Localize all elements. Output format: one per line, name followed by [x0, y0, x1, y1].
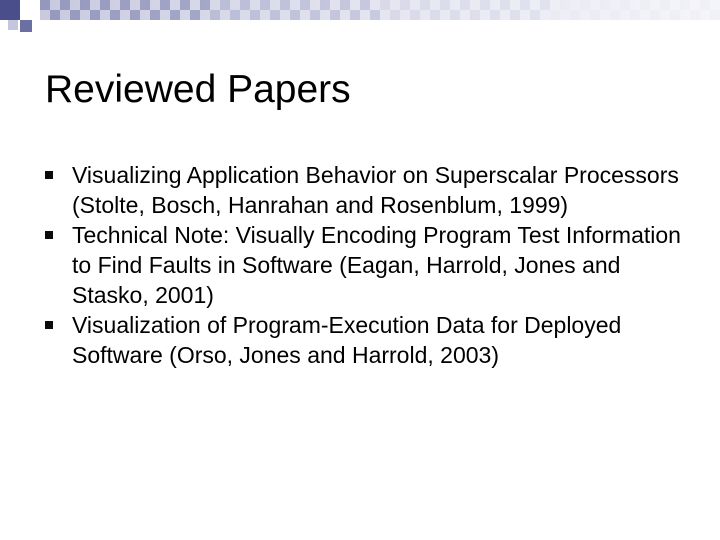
- header-band-square: [420, 0, 430, 10]
- header-band-square: [150, 10, 160, 20]
- header-band-square: [270, 10, 280, 20]
- header-band-square: [250, 10, 260, 20]
- header-band-square: [180, 0, 190, 10]
- header-band-square: [170, 10, 180, 20]
- header-band-square: [500, 0, 510, 10]
- bullet-list: [45, 160, 685, 370]
- header-band-square: [570, 10, 580, 20]
- bullet-text: Technical Note: Visually Encoding Program Test Information to Find Faults in Software (Eagan, Harrold, Jones and Stasko, 2001): [72, 222, 681, 308]
- header-band-square: [510, 10, 520, 20]
- header-band-square: [620, 0, 630, 10]
- header-band-square: [520, 0, 530, 10]
- square-bullet-icon: [45, 171, 53, 179]
- bullet-item: [45, 220, 685, 310]
- header-band-square: [120, 0, 130, 10]
- header-band-square: [320, 0, 330, 10]
- header-band-square: [380, 0, 390, 10]
- header-band-square: [400, 0, 410, 10]
- header-band-square: [100, 0, 110, 10]
- header-band-square: [350, 10, 360, 20]
- header-band-square: [490, 10, 500, 20]
- header-band-square: [610, 10, 620, 20]
- header-band-square: [50, 10, 60, 20]
- header-band-square: [210, 10, 220, 20]
- header-band-square: [550, 10, 560, 20]
- header-band-square: [300, 0, 310, 10]
- header-band-square: [650, 10, 660, 20]
- header-band-square: [230, 10, 240, 20]
- header-band-square: [590, 10, 600, 20]
- header-band-square: [330, 10, 340, 20]
- bullet-text: Visualizing Application Behavior on Superscalar Processors (Stolte, Bosch, Hanrahan and Rosenblum, 1999): [72, 162, 679, 218]
- slide-title: Reviewed Papers: [45, 68, 351, 111]
- header-band-square: [60, 0, 70, 10]
- header-band-square: [430, 10, 440, 20]
- corner-square-large: [0, 0, 20, 20]
- header-band-square: [560, 0, 570, 10]
- header-band-square: [470, 10, 480, 20]
- header-band-square: [680, 0, 690, 10]
- bullet-text: Visualization of Program-Execution Data for Deployed Software (Orso, Jones and Harrold, 2003): [72, 312, 622, 368]
- header-band-square: [190, 10, 200, 20]
- header-band-square: [200, 0, 210, 10]
- header-band-square: [640, 0, 650, 10]
- header-band-square: [630, 10, 640, 20]
- header-band-square: [110, 10, 120, 20]
- header-band-square: [450, 10, 460, 20]
- header-band-square: [540, 0, 550, 10]
- corner-square-light: [8, 20, 18, 30]
- header-band-square: [690, 10, 700, 20]
- header-band-square: [280, 0, 290, 10]
- header-band-square: [90, 10, 100, 20]
- decorative-header-band: [0, 0, 720, 40]
- header-band-square: [530, 10, 540, 20]
- header-band-square: [370, 10, 380, 20]
- header-band-square: [240, 0, 250, 10]
- header-band-square: [260, 0, 270, 10]
- header-band-square: [40, 0, 50, 10]
- corner-square-small: [20, 20, 32, 32]
- header-band-square: [710, 10, 720, 20]
- bullet-item: [45, 310, 685, 370]
- header-band-square: [390, 10, 400, 20]
- header-band-square: [700, 0, 710, 10]
- header-band-square: [660, 0, 670, 10]
- header-band-square: [480, 0, 490, 10]
- header-band-square: [130, 10, 140, 20]
- header-band-square: [580, 0, 590, 10]
- header-band-square: [340, 0, 350, 10]
- header-band-square: [140, 0, 150, 10]
- header-band-square: [220, 0, 230, 10]
- header-band-square: [670, 10, 680, 20]
- header-band-square: [460, 0, 470, 10]
- header-band-square: [80, 0, 90, 10]
- bullet-item: [45, 160, 685, 220]
- header-band-square: [290, 10, 300, 20]
- header-band-square: [310, 10, 320, 20]
- header-band-square: [410, 10, 420, 20]
- header-band-square: [600, 0, 610, 10]
- square-bullet-icon: [45, 231, 53, 239]
- title-divider: [45, 122, 690, 124]
- header-band-square: [70, 10, 80, 20]
- header-band-square: [160, 0, 170, 10]
- square-bullet-icon: [45, 321, 53, 329]
- header-band-square: [440, 0, 450, 10]
- header-band-square: [360, 0, 370, 10]
